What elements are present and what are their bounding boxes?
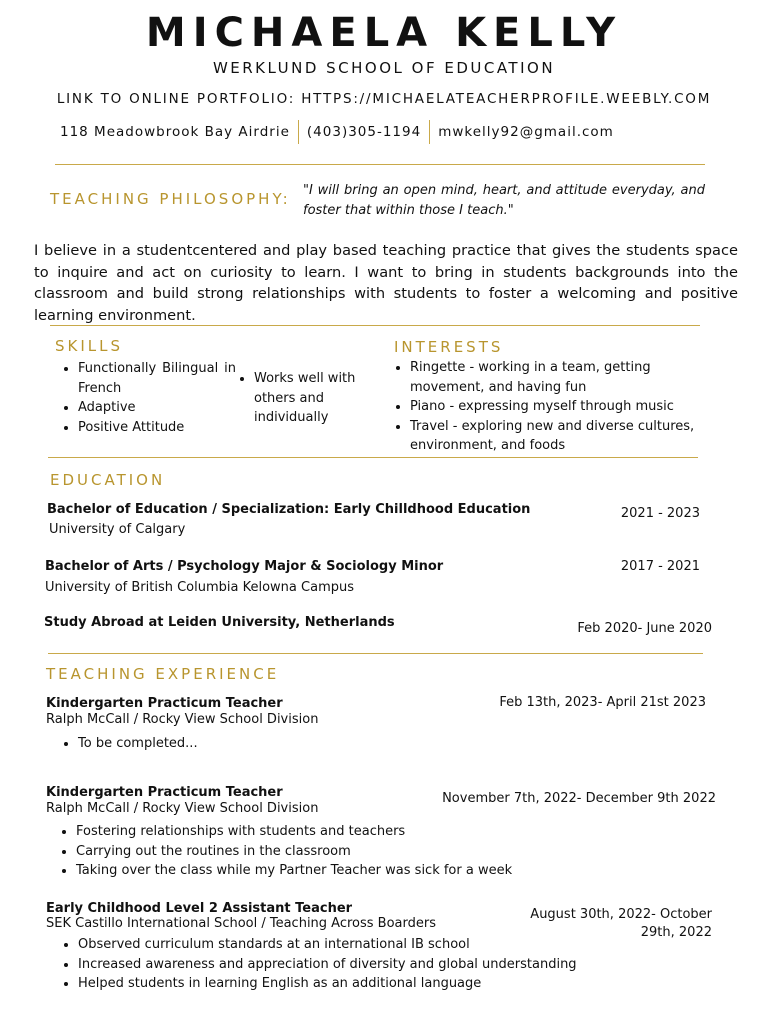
skills-title: SKILLS xyxy=(55,337,124,355)
experience-role: Kindergarten Practicum Teacher xyxy=(46,785,283,800)
experience-role: Kindergarten Practicum Teacher xyxy=(46,696,283,711)
experience-bullet: • Fostering relationships with students and teachers xyxy=(76,822,716,842)
experience-bullet: • To be completed... xyxy=(78,734,698,754)
experience-dates: Feb 13th, 2023- April 21st 2023 xyxy=(499,695,706,710)
education-dates: 2017 - 2021 xyxy=(620,559,700,574)
skill-item: • Positive Attitude xyxy=(78,418,236,438)
email-link[interactable]: mwkelly92@gmail.com xyxy=(438,124,614,140)
divider-rule xyxy=(55,164,705,165)
experience-bullets xyxy=(56,822,716,881)
experience-bullet: • Increased awareness and appreciation of diversity and global understanding xyxy=(78,955,738,975)
education-degree: Bachelor of Education / Specialization: Early Chilldhood Education xyxy=(47,502,531,517)
experience-bullets xyxy=(58,734,698,754)
contact-line xyxy=(60,120,614,144)
contact-divider xyxy=(298,120,299,144)
education-dates: 2021 - 2023 xyxy=(620,506,700,521)
experience-title: TEACHING EXPERIENCE xyxy=(46,665,280,683)
phone-text[interactable]: (403)305-1194 xyxy=(306,124,422,140)
address-text: 118 Meadowbrook Bay Airdrie xyxy=(60,124,290,140)
interest-item: • Piano - expressing myself through music xyxy=(410,397,728,417)
skills-list-1 xyxy=(58,359,236,437)
skill-item: • Works well with others and individually xyxy=(254,369,364,428)
interests-list xyxy=(390,358,728,456)
divider-rule xyxy=(48,457,698,458)
school-name: WERKLUND SCHOOL OF EDUCATION xyxy=(212,59,556,77)
skill-item: • Adaptive xyxy=(78,398,236,418)
experience-bullet: • Carrying out the routines in the classroom xyxy=(76,842,716,862)
philosophy-title: TEACHING PHILOSOPHY: xyxy=(50,190,291,208)
education-degree: Study Abroad at Leiden University, Netherlands xyxy=(44,615,395,630)
skills-list-2 xyxy=(234,369,364,428)
experience-bullet: • Observed curriculum standards at an international IB school xyxy=(78,935,738,955)
portfolio-link[interactable]: LINK TO ONLINE PORTFOLIO: HTTPS://MICHAELATEACHERPROFILE.WEEBLY.COM xyxy=(56,91,712,107)
education-degree: Bachelor of Arts / Psychology Major & Sociology Minor xyxy=(45,559,444,574)
skill-item: • Functionally Bilingual in French xyxy=(78,359,236,398)
experience-role: Early Childhood Level 2 Assistant Teacher xyxy=(46,901,353,916)
interest-item: • Ringette - working in a team, getting movement, and having fun xyxy=(410,358,728,397)
philosophy-quote: "I will bring an open mind, heart, and attitude everyday, and foster that within those I teach." xyxy=(303,183,705,218)
experience-dates: November 7th, 2022- December 9th 2022 xyxy=(442,791,716,806)
education-school: University of Calgary xyxy=(49,522,186,537)
divider-rule xyxy=(50,325,700,326)
philosophy-body: I believe in a studentcentered and play based teaching practice that gives the students space to inquire and act on curiosity to learn. I want to bring in students backgrounds into the classroom and build strong relationships with students to foster a welcoming and positive learning environment. xyxy=(34,242,738,324)
experience-bullet: • Taking over the class while my Partner Teacher was sick for a week xyxy=(76,861,716,881)
experience-org: Ralph McCall / Rocky View School Division xyxy=(46,712,319,727)
interests-title: INTERESTS xyxy=(394,338,504,356)
education-dates: Feb 2020- June 2020 xyxy=(577,621,712,636)
experience-dates: August 30th, 2022- October 29th, 2022 xyxy=(530,907,712,940)
divider-rule xyxy=(48,653,703,654)
interest-item: • Travel - exploring new and diverse cultures, environment, and foods xyxy=(410,417,728,456)
education-title: EDUCATION xyxy=(50,471,166,489)
experience-org: Ralph McCall / Rocky View School Division xyxy=(46,801,319,816)
resume-name: MICHAELA KELLY xyxy=(145,10,623,56)
experience-org: SEK Castillo International School / Teaching Across Boarders xyxy=(46,916,437,931)
experience-bullets xyxy=(58,935,738,994)
experience-bullet: • Helped students in learning English as an additional language xyxy=(78,974,738,994)
education-school: University of British Columbia Kelowna Campus xyxy=(45,580,354,595)
contact-divider xyxy=(429,120,430,144)
